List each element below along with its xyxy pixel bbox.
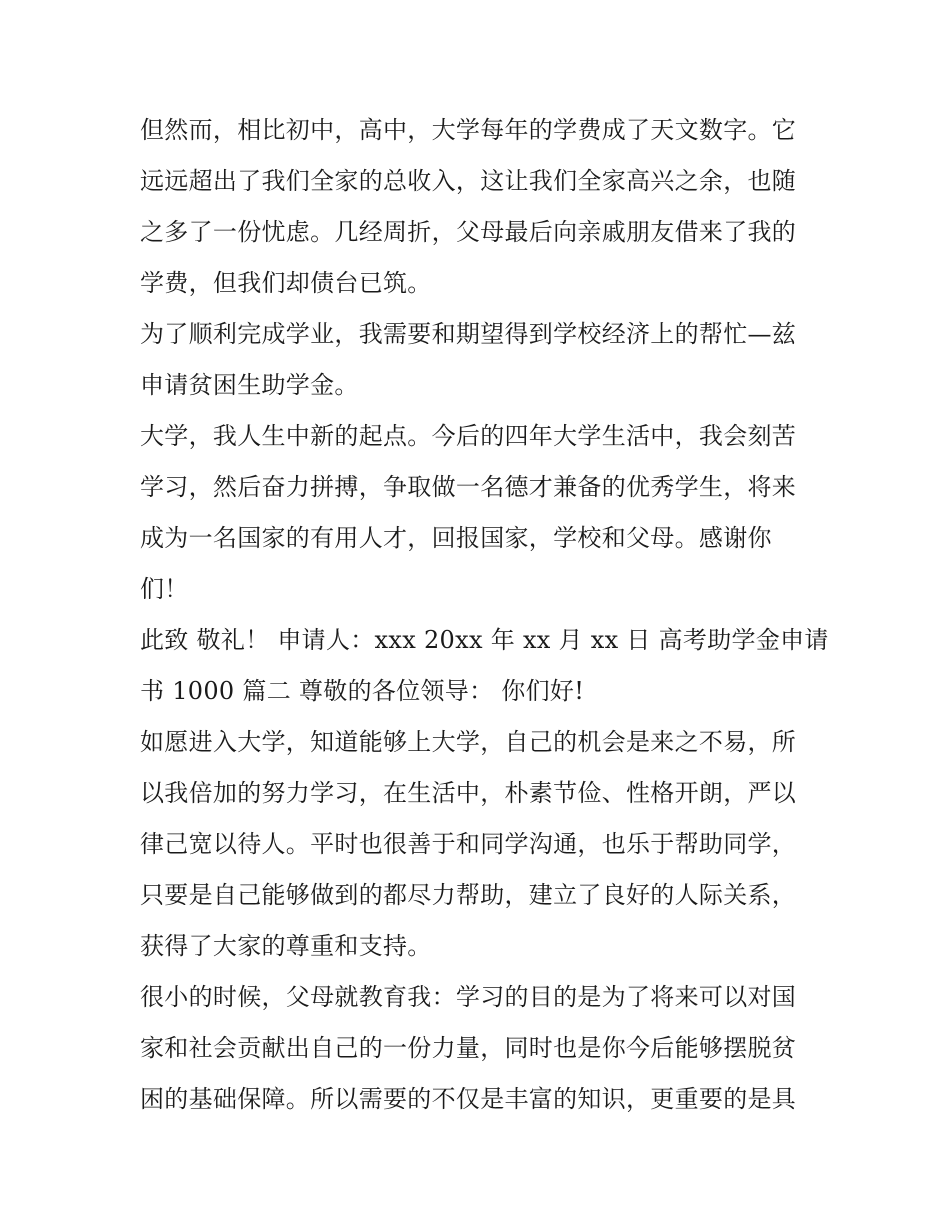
text-line: 律己宽以待人。平时也很善于和同学沟通，也乐于帮助同学， xyxy=(140,830,797,858)
text-line: 但然而，相比初中，高中，大学每年的学费成了天文数字。它 xyxy=(140,116,797,144)
text-line: 学习，然后奋力拼搏，争取做一名德才兼备的优秀学生，将来 xyxy=(140,473,797,501)
text-line: 很小的时候，父母就教育我：学习的目的是为了将来可以对国 xyxy=(140,983,797,1011)
text-line: 们！ xyxy=(140,575,189,603)
text-line: 此致 敬礼！ 申请人：xxx 20xx 年 xx 月 xx 日 高考助学金申请 xyxy=(140,626,829,654)
text-line: 书 1000 篇二 尊敬的各位领导： 你们好! xyxy=(140,677,585,705)
text-line: 学费，但我们却债台已筑。 xyxy=(140,269,432,297)
text-line: 以我倍加的努力学习，在生活中，朴素节俭、性格开朗，严以 xyxy=(140,779,797,807)
text-line: 只要是自己能够做到的都尽力帮助，建立了良好的人际关系， xyxy=(140,881,797,909)
text-line: 为了顺利完成学业，我需要和期望得到学校经济上的帮忙—兹 xyxy=(140,320,797,348)
text-line: 申请贫困生助学金。 xyxy=(140,371,359,399)
document-body xyxy=(140,105,829,1125)
text-line: 困的基础保障。所以需要的不仅是丰富的知识，更重要的是具 xyxy=(140,1085,797,1113)
text-line: 家和社会贡献出自己的一份力量，同时也是你今后能够摆脱贫 xyxy=(140,1034,797,1062)
text-line: 之多了一份忧虑。几经周折，父母最后向亲戚朋友借来了我的 xyxy=(140,218,797,246)
text-line: 成为一名国家的有用人才，回报国家，学校和父母。感谢你 xyxy=(140,524,772,552)
text-line: 大学，我人生中新的起点。今后的四年大学生活中，我会刻苦 xyxy=(140,422,797,450)
text-line: 远远超出了我们全家的总收入，这让我们全家高兴之余，也随 xyxy=(140,167,797,195)
text-line: 获得了大家的尊重和支持。 xyxy=(140,932,432,960)
text-line: 如愿进入大学，知道能够上大学，自己的机会是来之不易，所 xyxy=(140,728,797,756)
